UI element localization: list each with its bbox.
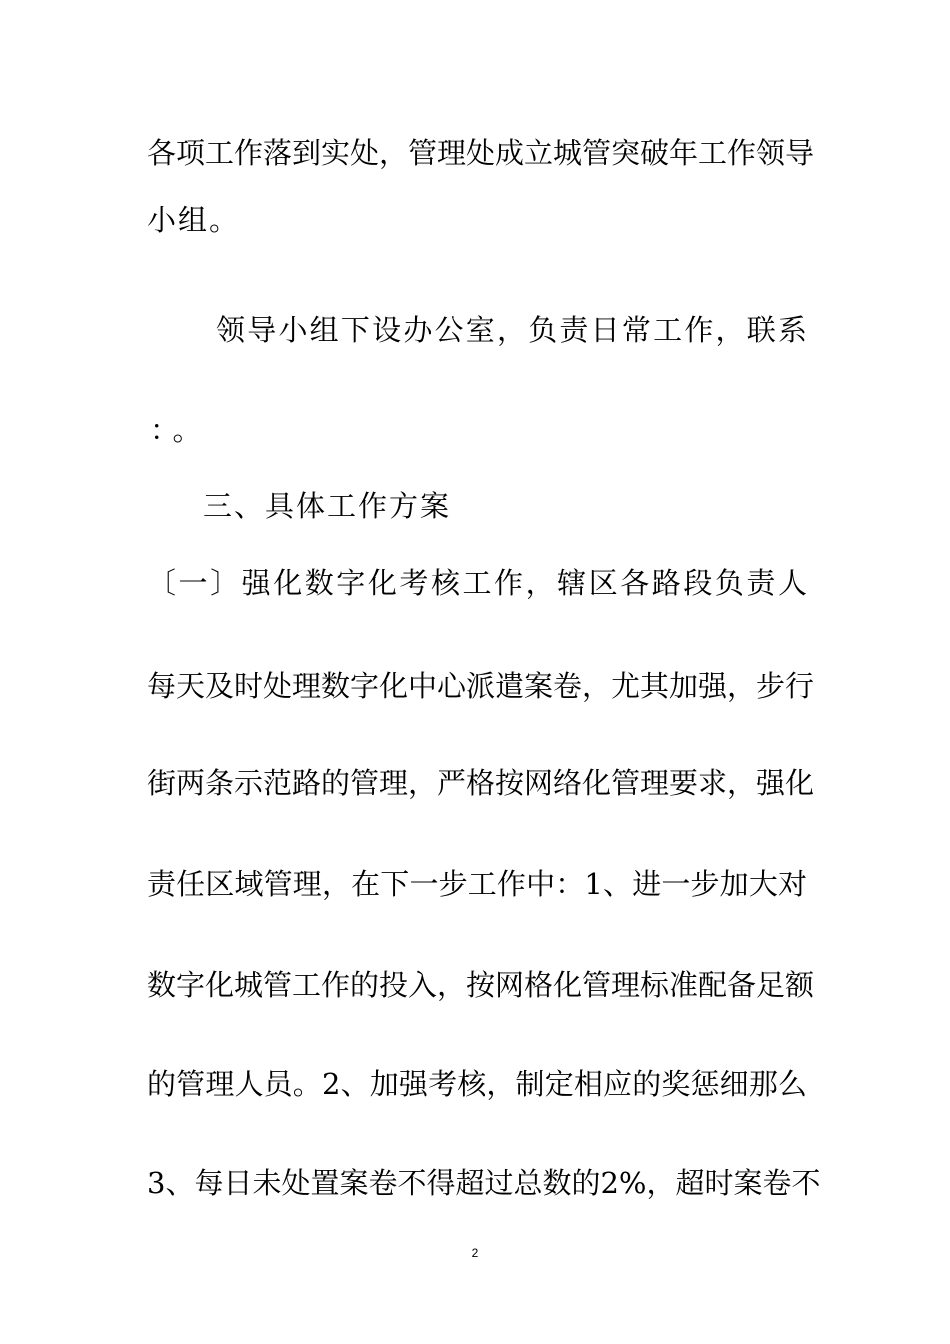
page-number: 2 — [471, 1246, 479, 1260]
body-text-line: 的管理人员。2、加强考核，制定相应的奖惩细那么 — [147, 1067, 807, 1101]
section-heading: 三、具体工作方案 — [203, 489, 452, 523]
body-text-line: 领导小组下设办公室，负责日常工作，联系 — [216, 313, 807, 347]
body-text-line: ：。 — [150, 413, 210, 447]
body-text-line: 〔一〕强化数字化考核工作，辖区各路段负责人 — [147, 566, 807, 600]
body-text-line: 街两条示范路的管理，严格按网络化管理要求，强化 — [147, 766, 815, 800]
body-text-line: 责任区域管理，在下一步工作中：1、进一步加大对 — [147, 867, 807, 901]
body-text-line: 每天及时处理数字化中心派遣案卷，尤其加强，步行 — [147, 669, 815, 703]
body-text-line: 小组。 — [147, 203, 241, 237]
body-text-line: 各项工作落到实处，管理处成立城管突破年工作领导 — [147, 136, 815, 170]
body-text-line: 3、每日未处置案卷不得超过总数的2%，超时案卷不 — [147, 1166, 821, 1200]
body-text-line: 数字化城管工作的投入，按网格化管理标准配备足额 — [147, 968, 815, 1002]
